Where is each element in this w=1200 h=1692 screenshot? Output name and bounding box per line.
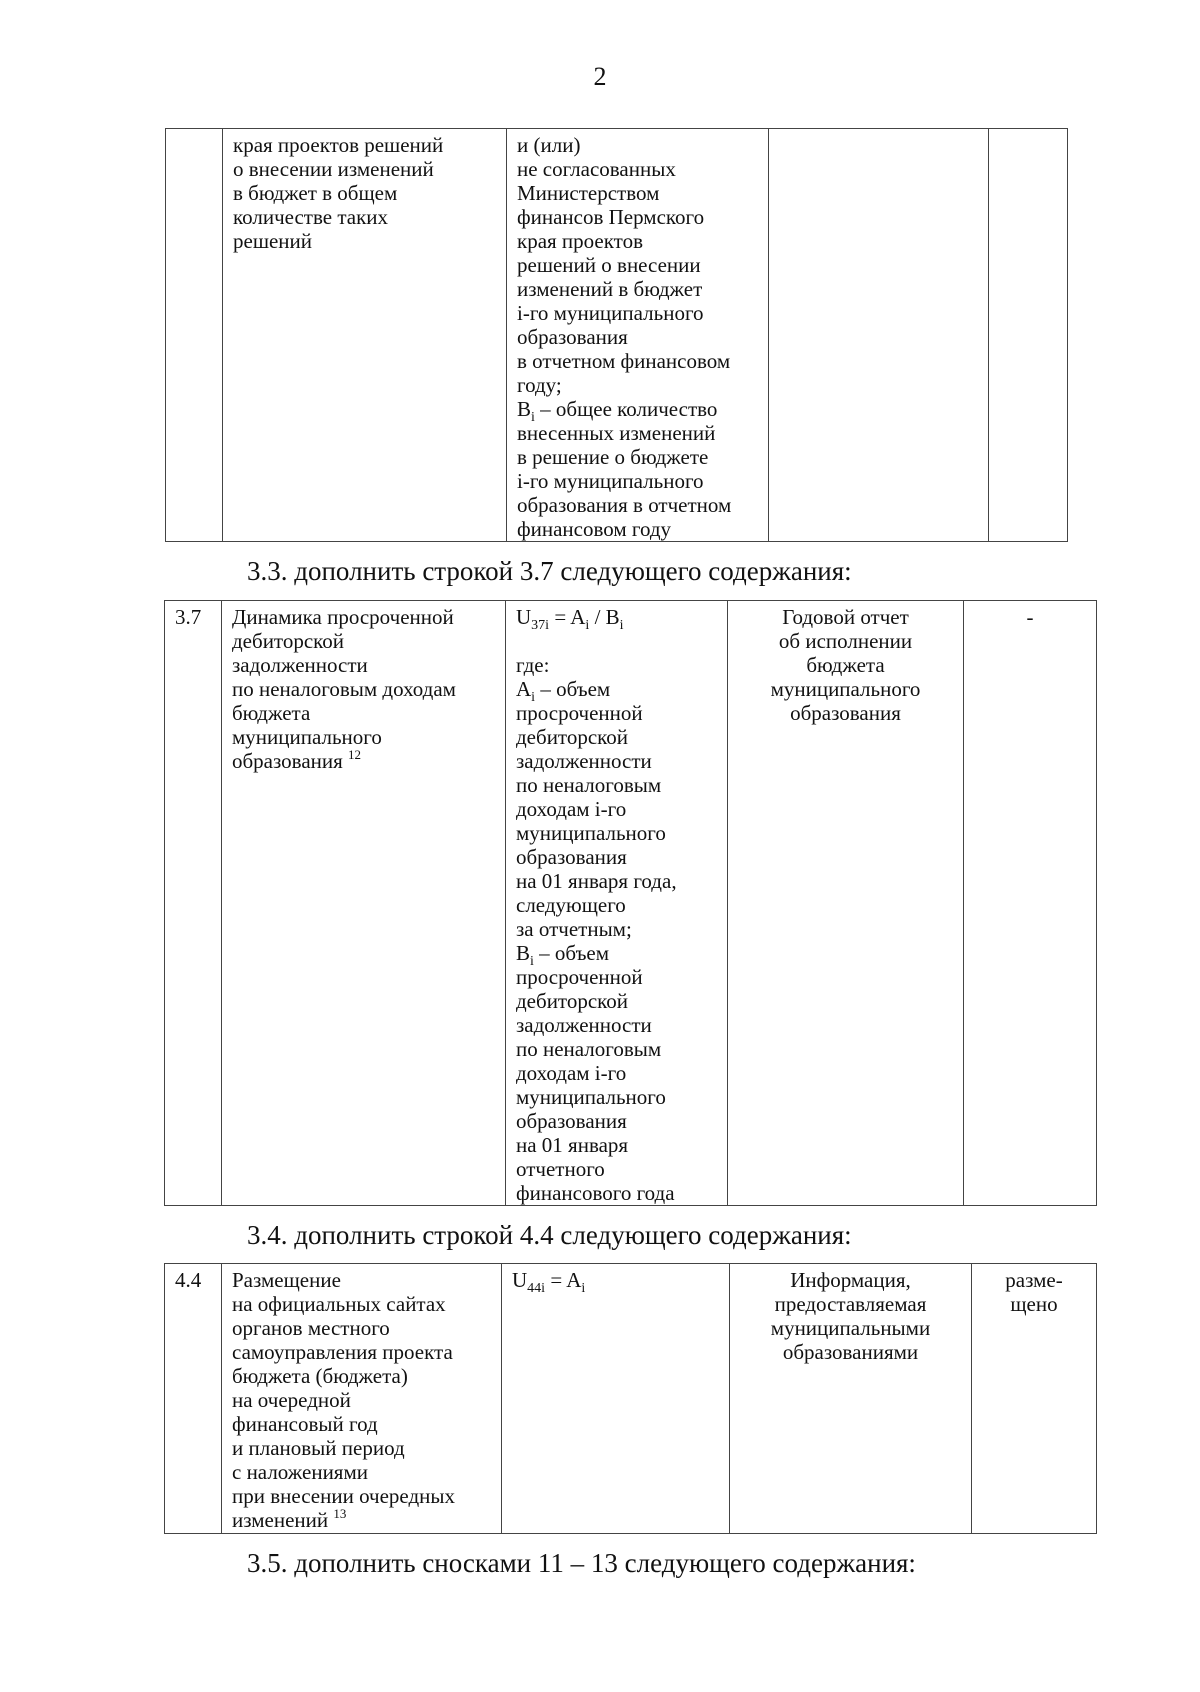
text-line: просроченной <box>516 701 643 725</box>
a-subscript: i <box>531 690 536 706</box>
b-symbol: B <box>516 941 531 965</box>
formula-u: U <box>512 1268 528 1292</box>
a-symbol: A <box>516 677 532 701</box>
text-line: образования <box>516 1109 627 1133</box>
table1-num-cell <box>166 129 223 542</box>
formula-u: U <box>516 605 532 629</box>
text-line: муниципального <box>516 1085 666 1109</box>
text-line: дебиторской <box>232 629 345 653</box>
b-subscript: i <box>530 954 534 970</box>
value-cell <box>972 1264 1097 1534</box>
text-line: - <box>1026 605 1034 629</box>
text-line: об исполнении <box>778 629 913 653</box>
formula <box>516 605 717 634</box>
text-line: на очередной <box>232 1388 351 1412</box>
text-line: с наложениями <box>232 1460 368 1484</box>
text-line: следующего <box>516 893 626 917</box>
text-line: о внесении изменений <box>233 157 434 181</box>
formula-eq-a: = A <box>549 605 586 629</box>
heading-3-3: 3.3. дополнить строкой 3.7 следующего содержания: <box>247 556 852 586</box>
text-line: изменений в бюджет <box>517 277 703 301</box>
text-line: образованиями <box>782 1340 919 1364</box>
heading-3-5: 3.5. дополнить сносками 11 – 13 следующего содержания: <box>247 1548 916 1578</box>
text-line: решений <box>233 229 313 253</box>
text-line: i-го муниципального <box>517 301 704 325</box>
formula-a-sub: i <box>581 1281 586 1297</box>
source-cell <box>730 1264 972 1534</box>
text-line: образования <box>516 845 627 869</box>
text-line: i-го муниципального <box>517 469 704 493</box>
formula-u-sub: 37i <box>531 618 550 634</box>
text-line: на 01 января года, <box>516 869 677 893</box>
footnote-ref-12: 12 <box>348 747 362 762</box>
page-number: 2 <box>593 62 607 91</box>
text-line: образования <box>790 701 901 725</box>
text-line: задолженности <box>232 653 368 677</box>
row-number <box>165 601 222 1206</box>
text-line: по неналоговым доходам <box>232 677 456 701</box>
formula <box>512 1268 719 1297</box>
text-line: Динамика просроченной <box>232 605 454 629</box>
formula-u-sub: 44i <box>527 1281 546 1297</box>
table1-value-cell <box>989 129 1068 542</box>
text-line: финансовый год <box>232 1412 378 1436</box>
text-line: задолженности <box>516 1013 652 1037</box>
text-line: муниципального <box>770 677 921 701</box>
text-line: муниципального <box>516 821 666 845</box>
text-line: финансов Пермского <box>517 205 705 229</box>
text-line: внесенных изменений <box>517 421 716 445</box>
text-line: органов местного <box>232 1316 390 1340</box>
formula-eq-a: = A <box>545 1268 582 1292</box>
indicator-name-cell <box>222 1264 502 1534</box>
text-line: финансовом году <box>517 517 672 541</box>
text-line: отчетного <box>516 1157 605 1181</box>
formula-cell <box>502 1264 730 1534</box>
text-line: муниципальными <box>770 1316 931 1340</box>
text-line: щено <box>1010 1292 1058 1316</box>
text-line: просроченной <box>516 965 643 989</box>
text-line: дебиторской <box>516 725 629 749</box>
table1-formula-cell <box>507 129 769 542</box>
text-line: края проектов <box>517 229 643 253</box>
text-line: и плановый период <box>232 1436 405 1460</box>
text-line: на официальных сайтах <box>232 1292 446 1316</box>
text-line: дебиторской <box>516 989 629 1013</box>
b-definition: – объем <box>539 941 610 965</box>
bi-symbol: B <box>517 397 532 421</box>
text-line: на 01 января <box>516 1133 629 1157</box>
text-line: по неналоговым <box>516 773 662 797</box>
table-continuation <box>165 128 1068 542</box>
text-line: решений о внесении <box>517 253 701 277</box>
text-line: финансового года <box>516 1181 675 1205</box>
text-line <box>516 677 717 706</box>
source-cell <box>728 601 964 1206</box>
formula-slash-b: / B <box>589 605 620 629</box>
text-line: доходам i-го <box>516 797 627 821</box>
text-line: края проектов решений <box>233 133 444 157</box>
text-line: Годовой отчет <box>782 605 909 629</box>
row-number-text: 3.7 <box>175 605 202 629</box>
text-line: году; <box>517 373 562 397</box>
text-line: Министерством <box>517 181 660 205</box>
table-row-3-7 <box>164 600 1097 1206</box>
heading-3-4: 3.4. дополнить строкой 4.4 следующего содержания: <box>247 1220 852 1250</box>
text-line: количестве таких <box>233 205 389 229</box>
text-line <box>516 941 717 970</box>
text-line: не согласованных <box>517 157 676 181</box>
table1-source-cell <box>769 129 989 542</box>
text-line <box>232 749 495 773</box>
text-line: образования в отчетном <box>517 493 732 517</box>
table-row-4-4 <box>164 1263 1097 1534</box>
text-line: за отчетным; <box>516 917 632 941</box>
bi-subscript: i <box>531 410 535 426</box>
text-line: доходам i-го <box>516 1061 627 1085</box>
table1-name-cell <box>223 129 507 542</box>
text-line: в решение о бюджете <box>517 445 709 469</box>
text-line: бюджета (бюджета) <box>232 1364 408 1388</box>
formula-b-sub: i <box>619 618 624 634</box>
text-line: предоставляемая <box>774 1292 927 1316</box>
text-line: при внесении очередных <box>232 1484 456 1508</box>
row-number-text: 4.4 <box>175 1268 202 1292</box>
row-number <box>165 1264 222 1534</box>
text-line: где: <box>516 653 550 677</box>
text-line: Информация, <box>790 1268 911 1292</box>
text-line: и (или) <box>517 133 581 157</box>
indicator-name-cell <box>222 601 506 1206</box>
formula-cell <box>506 601 728 1206</box>
bi-definition: – общее количество <box>540 397 718 421</box>
text-line: задолженности <box>516 749 652 773</box>
text-line: в бюджет в общем <box>233 181 398 205</box>
text-line: Размещение <box>232 1268 341 1292</box>
a-definition: – объем <box>540 677 611 701</box>
text-line <box>232 1508 491 1532</box>
footnote-ref-13: 13 <box>333 1506 347 1521</box>
text-line: по неналоговым <box>516 1037 662 1061</box>
text-line: бюджета <box>232 701 311 725</box>
text-line: бюджета <box>806 653 885 677</box>
text-line: муниципального <box>232 725 382 749</box>
name-last-line: образования <box>232 749 343 773</box>
text-line: образования <box>517 325 628 349</box>
text-line: самоуправления проекта <box>232 1340 453 1364</box>
name-last-line: изменений <box>232 1508 329 1532</box>
formula-a-sub: i <box>585 618 590 634</box>
text-line: в отчетном финансовом <box>517 349 731 373</box>
text-line <box>517 397 758 426</box>
value-cell <box>964 601 1097 1206</box>
text-line: разме- <box>1005 1268 1063 1292</box>
